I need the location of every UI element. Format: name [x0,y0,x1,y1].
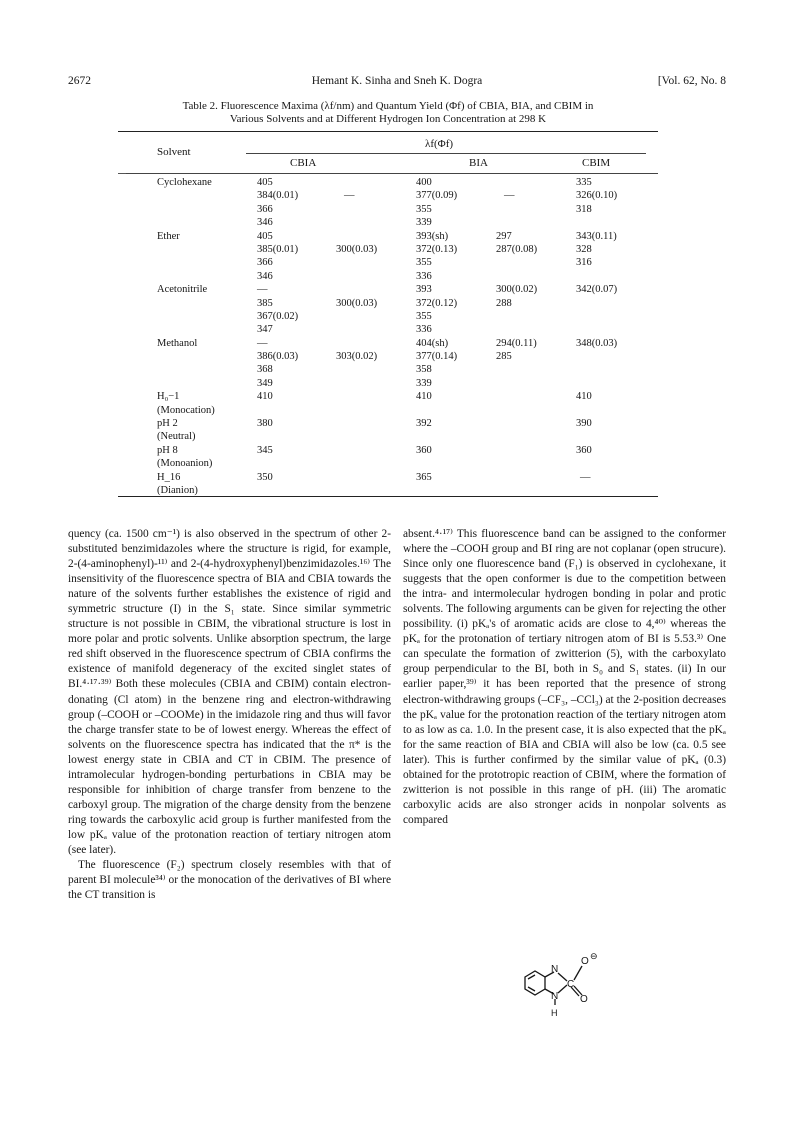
solvent-cell: (Monocation) [157,404,215,416]
cbim-value-cell: — [580,471,591,483]
bia-value-cell: 300(0.02) [496,284,538,296]
cbim-value-cell: 335 [576,177,592,188]
cbia-value-cell: 345 [257,444,273,456]
cbia-value-cell [336,404,377,417]
solvent-cell [157,350,215,363]
solvent-cell [157,203,215,216]
solvent-cell: Methanol [157,337,198,349]
cbia-value-cell [336,484,377,497]
cbim-value-cell: 318 [576,203,592,215]
cbia-value-cell [257,484,298,497]
cbim-value-cell [576,216,617,229]
cbia-value-cell: 303(0.02) [336,351,378,363]
cbia-value-cell [336,377,377,390]
cbim-value-cell: 410 [576,391,592,403]
cbia-value-cell: 405 [257,230,273,242]
header-lambda-phi: λf(Φf) [425,138,454,150]
bia-value-cell: 377(0.09) [416,190,458,202]
bia-value-cell [416,457,457,470]
cbia-value-cell [336,430,377,443]
solvent-cell: H_16 [157,471,181,483]
bia-value-cell [496,404,537,417]
paragraph: The fluorescence (F₂) spectrum closely resembles with that of parent BI molecule³⁴⁾ or the monocation of the derivatives of BI where the CT transition is [68,859,391,902]
cbim-value-cell: 360 [576,444,592,456]
running-authors: Hemant K. Sinha and Sneh K. Dogra [311,75,483,87]
cbim-value-cell [576,404,617,417]
solvent-cell [157,377,215,390]
cbia-value-cell: — [257,337,268,349]
bia-value-cell [496,377,537,390]
cbim-value-cell [576,457,617,470]
bia-value-cell: 297 [496,230,512,242]
cbia-value-cell: — [344,190,355,202]
solvent-cell [157,243,215,256]
h-label: H [551,1008,558,1018]
solvent-cell [157,270,215,283]
bia-value-cell [416,484,457,497]
bia-value-cell [496,363,537,376]
bia-column-2 [496,176,537,497]
bia-value-cell: — [504,190,515,202]
cbia-value-cell [336,230,377,243]
cbia-value-cell [336,444,377,457]
cbim-value-cell [576,484,617,497]
cbim-value-cell [576,270,617,283]
zwitterion-structure-diagram [515,950,625,1025]
cbia-value-cell: 368 [257,364,273,376]
bia-value-cell [496,323,537,336]
solvent-cell: (Neutral) [157,431,196,443]
bia-value-cell: 393 [416,284,432,296]
cbia-value-cell: 385(0.01) [257,243,299,255]
bia-value-cell: 355 [416,257,432,269]
solvent-cell [157,216,215,229]
bia-value-cell: 410 [416,391,432,403]
cbim-value-cell [576,310,617,323]
benzene-ring [525,971,545,995]
bia-value-cell: 285 [496,351,512,363]
page-number: 2672 [68,75,91,87]
bia-value-cell: 287(0.08) [496,243,538,255]
bia-value-cell [496,430,537,443]
table-caption-line2: Various Solvents and at Different Hydrogen Ion Concentration at 298 K [229,113,547,125]
cbim-value-cell [576,430,617,443]
negative-charge-icon: ⊖ [590,952,598,962]
solvent-cell: H₀−1 [157,391,180,403]
cbim-value-cell: 348(0.03) [576,337,618,349]
cbia-column-2 [336,176,377,497]
bia-value-cell: 392 [416,418,432,430]
cbia-value-cell [336,270,377,283]
table-group-rule [246,153,646,154]
bia-value-cell: 339 [416,377,432,389]
cbim-value-cell: 343(0.11) [576,230,617,242]
bia-value-cell [496,203,537,216]
bia-value-cell [496,256,537,269]
cbia-value-cell [336,417,377,430]
bia-value-cell: 294(0.11) [496,337,537,349]
solvent-column [157,176,215,497]
bia-column-1 [416,176,457,497]
table-top-rule [118,131,658,132]
bia-value-cell [496,310,537,323]
table-caption-line1: Table 2. Fluorescence Maxima (λf/nm) and Quantum Yield (Φf) of CBIA, BIA, and CBIM in [182,100,594,112]
bia-value-cell: 372(0.13) [416,243,458,255]
n-label-bottom: N [551,991,559,1002]
bia-value-cell [496,471,537,484]
bia-value-cell [496,390,537,403]
cbia-value-cell: 346 [257,270,273,282]
bia-value-cell: 336 [416,324,432,336]
solvent-cell: Acetonitrile [157,284,208,296]
cbia-value-cell: 300(0.03) [336,297,378,309]
bia-value-cell: 393(sh) [416,230,449,242]
cbim-value-cell [576,350,617,363]
bia-value-cell: 372(0.12) [416,297,458,309]
cbia-column-1 [257,176,298,497]
cbia-value-cell [336,363,377,376]
header-bia: BIA [469,157,488,169]
paragraph: quency (ca. 1500 cm⁻¹) is also observed in the spectrum of other 2-substituted benzimidazoles where the structure is rigid, for example, 2-(4-aminophenyl)-¹¹⁾ and 2-(4-hydroxyphenyl)benzimidazoles.¹⁶⁾ The insensitivity of the fluorescence spectra of BIA and CBIA towards the nature of the solvents further establishes the existence of rigid and symmetric structure (I) in the S₁ state. Since similar symmetric structure is not possible in CBIM, the vibrational structure is lost in more polar and protic solvents. Unlike absorption spectrum, the large red shift observed in the fluorescence spectrum of CBIA confirms the existence of manifold degeneracy of the excited singlet states of BI.⁴·¹⁷·³⁹⁾ Both these molecules (CBIA and CBIM) contain electron-donating (Cl atom) in the benzene ring and electron-withdrawing group (–COOH or –COOMe) in the imidazole ring and thus will favor the charge transfer state to be of lowest energy. Whereas the effect of solvents on the fluorescence spectra has indicated that the π* is the lowest energy state in CBIA and CT in CBIM. The presence of intramolecular hydrogen-bonding perturbations in CBIA may be responsible for inhibition of charge transfer from benzene to the carboxyl group. The migration of the charge density from the benzene ring towards the carboxylic acid group is further manifested from the low pKₐ value of the protonation reaction of tertiary nitrogen atom (see later). [68,528,391,856]
body-left-column [68,527,391,903]
cbia-value-cell: 347 [257,324,273,336]
bia-value-cell [496,457,537,470]
carboxylate-bond-top [574,966,582,980]
header-cbim: CBIM [582,157,611,169]
cbia-value-cell: 366 [257,203,273,215]
header-solvent: Solvent [157,146,191,158]
cbia-value-cell [336,216,377,229]
bia-value-cell: 365 [416,471,432,483]
cbia-value-cell [257,404,298,417]
table-margin-tick [118,173,126,174]
cbia-value-cell: 410 [257,391,273,403]
cbim-column [576,176,617,497]
cbia-value-cell: 385 [257,297,273,309]
cbia-value-cell: 346 [257,217,273,229]
bia-value-cell [496,444,537,457]
solvent-cell [157,310,215,323]
cbia-value-cell [336,203,377,216]
cbia-value-cell: 380 [257,418,273,430]
cbim-value-cell [576,377,617,390]
bia-value-cell [496,484,537,497]
bia-value-cell: 355 [416,203,432,215]
cbia-value-cell [336,471,377,484]
cbia-value-cell [336,390,377,403]
cbia-value-cell: 384(0.01) [257,190,299,202]
running-header [68,75,726,91]
cbia-value-cell [336,323,377,336]
cbia-value-cell [257,457,298,470]
cbim-value-cell: 390 [576,418,592,430]
cbia-value-cell [336,176,377,189]
bia-value-cell: 358 [416,364,432,376]
solvent-cell: pH 8 [157,444,178,456]
bia-value-cell: 339 [416,217,432,229]
solvent-cell [157,256,215,269]
bia-value-cell [496,216,537,229]
o-label-bottom: O [580,994,588,1005]
table-caption [118,100,658,126]
cbim-value-cell: 342(0.07) [576,284,618,296]
cbim-value-cell [576,323,617,336]
n-label-top: N [551,964,559,975]
bia-value-cell: 377(0.14) [416,351,458,363]
cbia-value-cell: 405 [257,177,273,188]
solvent-cell [157,189,215,202]
cbia-value-cell: 349 [257,377,273,389]
bia-value-cell: 404(sh) [416,337,449,349]
bia-value-cell: 400 [416,177,432,188]
solvent-cell: (Monoanion) [157,458,213,470]
cbia-value-cell: — [257,284,268,296]
solvent-cell [157,323,215,336]
bia-value-cell [416,430,457,443]
o-label-top: O [581,956,589,967]
cbia-value-cell: 300(0.03) [336,243,378,255]
solvent-cell: Ether [157,230,180,242]
cbia-value-cell [336,283,377,296]
bia-value-cell: 360 [416,444,432,456]
body-right-column [403,527,726,828]
cbim-value-cell [576,363,617,376]
solvent-cell [157,363,215,376]
cbia-value-cell: 386(0.03) [257,351,299,363]
cbim-value-cell [576,297,617,310]
c-label: C [567,979,575,990]
cbia-value-cell [336,337,377,350]
cbia-value-cell: 367(0.02) [257,310,299,322]
cbia-value-cell: 366 [257,257,273,269]
bia-value-cell: 355 [416,310,432,322]
header-cbia: CBIA [290,157,317,169]
bia-value-cell: 336 [416,270,432,282]
cbia-value-cell: 350 [257,471,273,483]
cbia-value-cell [257,430,298,443]
table-header-rule [118,173,658,174]
paragraph: absent.⁴·¹⁷⁾ This fluorescence band can be assigned to the conformer where the –COOH group and BI ring are not coplanar (open strucure). Since only one fluorescence band (F₁) is observed in cyclohexane, it suggests that the open conformer is due to the competition between the intra- and intermolecular hydrogen bonding in polar and protic solvents. The following arguments can be given for rejecting the other possibility. (i) pKₐ's of aromatic acids are close to 4,⁴⁰⁾ whereas the pKₐ for the protonation of tertiary nitrogen atom of BI is 5.53.³⁾ One can speculate the formation of zwitterion (5), with the carboxylato group perpendicular to the BI, both in S₀ and S₁ states. (ii) In our earlier paper,³⁹⁾ it has been reported that the presence of strong electron-withdrawing groups (–CF₃, –CCl₃) at the 2-position decreases the pKₐ value for the protonation reaction of the tertiary nitrogen atom to as low as ca. 1.0. In the present case, it is also expected that the pKₐ for the same reaction of BIA and CBIA will also be low (ca. 0.5 see later). This is further confirmed by the similar value of pKₐ (0.3) obtained for the prototropic reaction of CBIM, where the formation of zwitterion is not possible in this range of pH. (iii) The aromatic carboxylic acids are also stronger acids in nonpolar solvents as compared [403,528,727,826]
cbim-value-cell: 328 [576,243,592,255]
cbia-value-cell [336,457,377,470]
bia-value-cell: 288 [496,297,512,309]
solvent-cell [157,297,215,310]
solvent-cell: (Dianion) [157,484,198,496]
volume-info: [Vol. 62, No. 8 [657,75,726,87]
bia-value-cell [496,417,537,430]
solvent-cell: Cyclohexane [157,177,212,188]
bia-value-cell [416,404,457,417]
cbim-value-cell: 316 [576,257,592,269]
cbim-value-cell: 326(0.10) [576,190,618,202]
bia-value-cell [496,270,537,283]
bia-value-cell [496,176,537,189]
cbia-value-cell [336,256,377,269]
solvent-cell: pH 2 [157,418,178,430]
cbia-value-cell [336,310,377,323]
